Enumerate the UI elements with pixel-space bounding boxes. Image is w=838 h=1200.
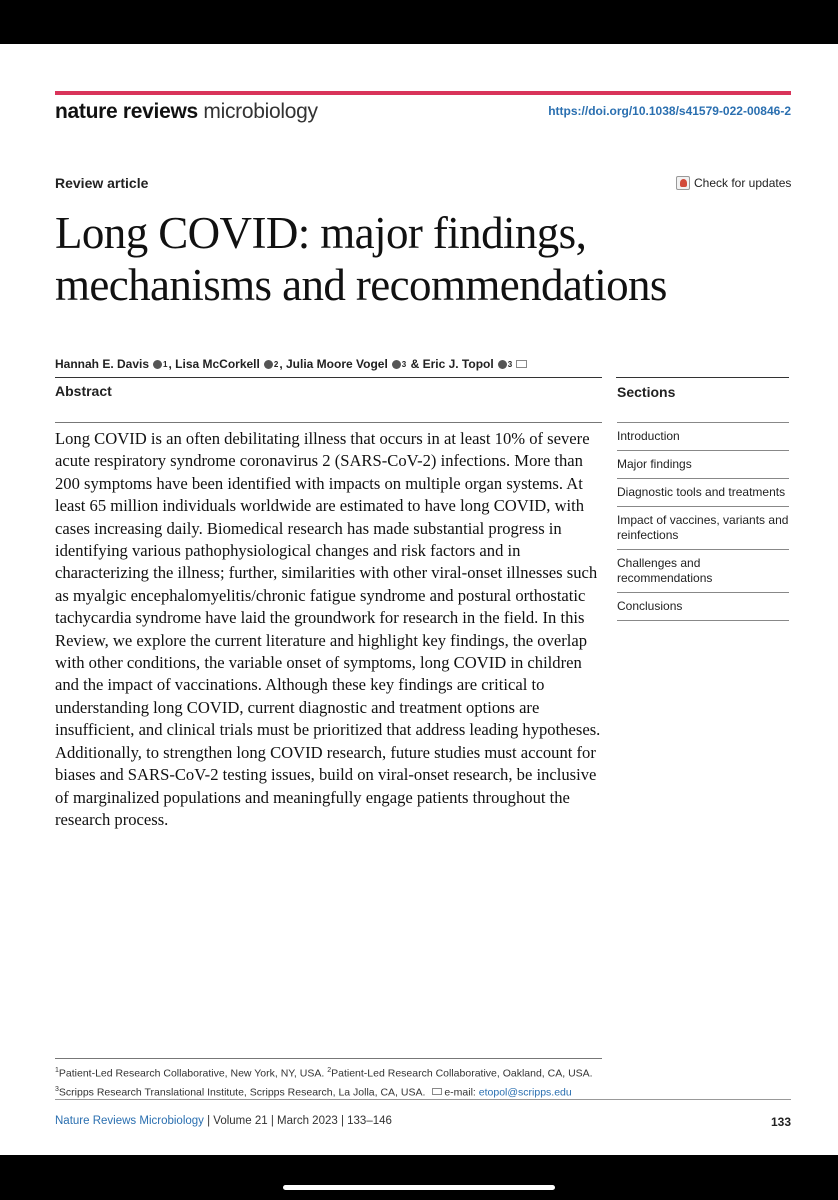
abstract-heading: Abstract [55,383,112,399]
abstract-text: Long COVID is an often debilitating illness that occurs in at least 10% of severe acute respiratory syndrome coronavirus 2 (SARS-CoV-2) infections. More than 200 symptoms have been identified with impacts on multiple organ systems. At least 65 million individuals worldwide are estimated to have long COVID, with cases increasing daily. Biomedical research has made substantial progress in identifying various pathophysiological changes and risk factors and in characterizing the illness; further, similarities with other viral-onset illnesses such as myalgic encephalomyelitis/chronic fatigue syndrome and postural orthostatic tachycardia syndrome have laid the groundwork for research in the field. In this Review, we explore the current literature and highlight key findings, the overlap with other conditions, the variable onset of symptoms, long COVID in children and the impact of vaccinations. Although these key findings are critical to understanding long COVID, current diagnostic and treatment options are insufficient, and clinical trials must be prioritized that address leading hypotheses. Additionally, to strengthen long COVID research, future studies must account for biases and SARS-CoV-2 testing issues, build on viral-onset research, be inclusive of marginalized populations and meaningfully engage patients throughout the research process. [55,429,601,829]
journal-citation [55,1115,392,1127]
section-link-challenges[interactable]: Challenges and recommendations [617,549,789,592]
article-title [55,207,815,311]
check-for-updates-label: Check for updates [694,176,792,190]
footnote-rule [55,1058,602,1059]
author-name[interactable]: Lisa McCorkell [175,357,260,371]
orcid-icon[interactable] [498,360,507,369]
journal-name-link[interactable]: Nature Reviews Microbiology [55,1115,204,1127]
author-name[interactable]: Hannah E. Davis [55,357,150,371]
section-link-major-findings[interactable]: Major findings [617,450,789,478]
affiliations-footnote [55,1063,625,1100]
home-indicator[interactable] [283,1185,555,1190]
abstract-top-rule [55,377,602,378]
footnote-marker: 2 [327,1067,332,1074]
orcid-icon[interactable] [264,360,273,369]
author-separator: & [407,357,423,371]
author-affiliation: 3 [507,359,513,369]
check-for-updates-icon [676,176,690,190]
article-type: Review article [55,175,149,191]
section-link-impact-of-vaccines[interactable]: Impact of vaccines, variants and reinfections [617,506,789,549]
author-separator: , [279,357,286,371]
author-affiliation: 1 [163,359,168,369]
abstract-divider [55,422,602,423]
email-link[interactable]: etopol@scripps.edu [478,1086,572,1098]
article-title-line-1: Long COVID: major findings, [55,208,587,258]
article-page [0,44,838,1155]
sections-nav [617,422,789,621]
footnote-line-2 [55,1082,625,1101]
page-number: 133 [770,1115,791,1129]
affiliation-2: Patient-Led Research Collaborative, Oakland, CA, USA. [331,1067,593,1080]
article-title-line-2: mechanisms and recommendations [55,260,667,310]
footer-rule [55,1099,791,1100]
affiliation-1: Patient-Led Research Collaborative, New York, NY, USA. [58,1067,325,1080]
author-affiliation: 3 [401,359,407,369]
section-link-conclusions[interactable]: Conclusions [617,592,789,621]
footnote-marker: 3 [55,1085,59,1093]
author-list [55,357,527,371]
orcid-icon[interactable] [392,360,401,369]
sections-top-rule [616,377,789,378]
footnote-marker: 1 [55,1067,59,1074]
email-icon[interactable] [516,360,527,368]
orcid-icon[interactable] [153,360,162,369]
section-link-diagnostic-tools[interactable]: Diagnostic tools and treatments [617,478,789,506]
journal-logo [55,100,318,124]
journal-details: | Volume 21 | March 2023 | 133–146 [203,1115,392,1127]
email-label: e-mail: [444,1086,476,1098]
author-separator: , [168,357,176,371]
sections-heading: Sections [617,384,676,400]
author-name[interactable]: Julia Moore Vogel [285,357,388,371]
check-for-updates-button[interactable] [676,176,791,190]
header-accent-rule [55,91,791,95]
author-name[interactable]: Eric J. Topol [422,357,494,371]
footnote-line-1 [55,1063,625,1082]
email-icon [432,1088,442,1095]
journal-logo-light: microbiology [203,100,318,123]
affiliation-3: Scripps Research Translational Institute, Scripps Research, La Jolla, CA, USA. [58,1086,426,1098]
journal-logo-bold: nature reviews [55,100,198,123]
doi-link[interactable]: https://doi.org/10.1038/s41579-022-00846-2 [548,104,791,118]
author-affiliation: 2 [273,359,279,369]
section-link-introduction[interactable]: Introduction [617,422,789,450]
